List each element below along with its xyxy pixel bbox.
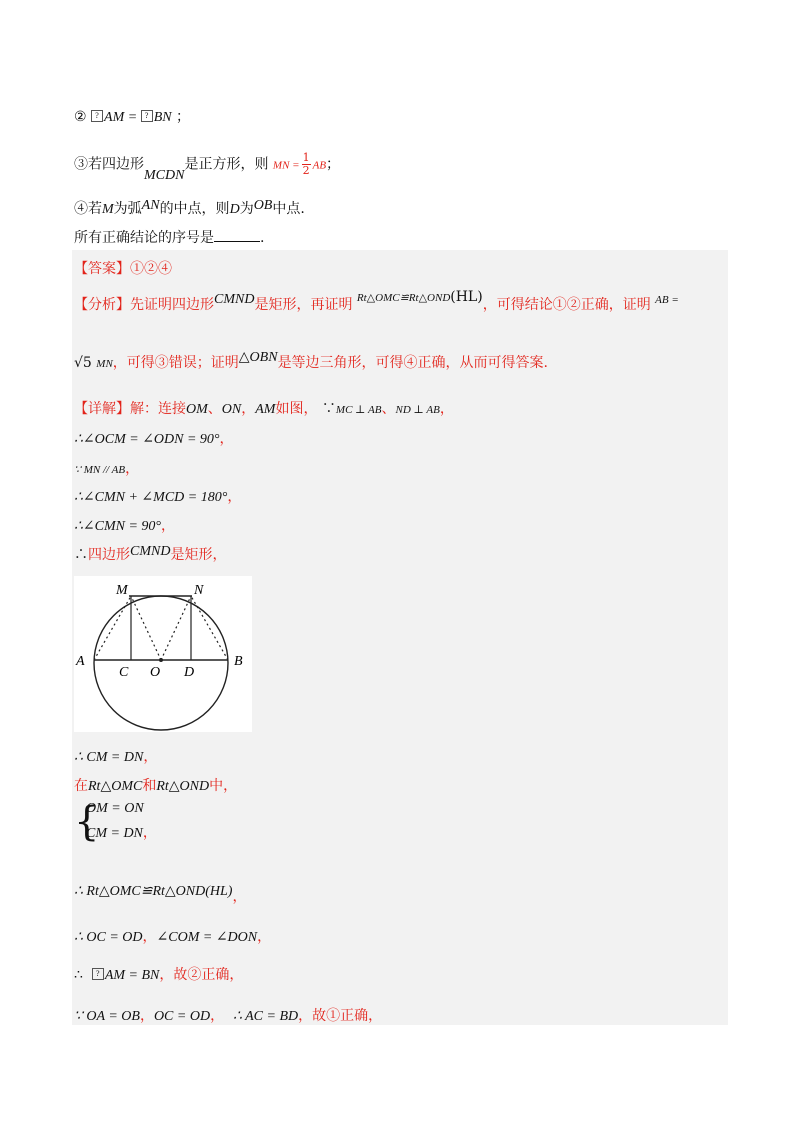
detail-step-7: 在Rt△OMC和Rt△OND中， — [74, 778, 238, 794]
detail-step-10: ∴ ? AM = BN，故②正确， — [74, 967, 244, 983]
label-m: M — [116, 583, 128, 598]
arc-equation: ? AM = BN — [92, 968, 160, 983]
detail-step-11: ∵ OA = OB，OC = OD， ∴ AC = BD，故①正确， — [74, 1008, 383, 1024]
detail-step-4: ∴∠CMN = 90°， — [74, 518, 176, 534]
detail-step-6: ∴ CM = DN， — [74, 749, 158, 765]
answer-blank — [214, 229, 260, 242]
label-o: O — [150, 665, 161, 680]
label-n: N — [194, 583, 204, 598]
label-d: D — [184, 665, 195, 680]
statement-3: ③若四边形MCDN是正方形，则 MN = $\frac{1}{2}$ AB； — [74, 151, 341, 183]
label-c: C — [119, 665, 129, 680]
statement-4: ④若M为弧AN的中点，则D为OB中点. — [74, 198, 305, 217]
missing-glyph-icon: ? — [91, 110, 103, 122]
arc-bn: ? BN — [141, 110, 172, 125]
circle-diagram — [74, 576, 252, 732]
detail-step-3: ∴∠CMN + ∠MCD = 180°， — [74, 489, 242, 505]
arc-am: ? AM — [91, 110, 124, 125]
geometry-figure — [74, 576, 252, 732]
question-prompt: 所有正确结论的序号是 . — [74, 230, 265, 246]
detail-step-2: ∵ MN // AB， — [74, 461, 140, 477]
statement-2: ② ? AM = ? BN ； — [74, 109, 191, 125]
detail-step-1: ∴∠OCM = ∠ODN = 90°， — [74, 431, 234, 447]
brace-icon: { — [74, 799, 100, 845]
label-b: B — [234, 654, 243, 669]
label-a: A — [76, 654, 85, 669]
center-point — [159, 658, 163, 662]
missing-glyph-icon: ? — [92, 968, 104, 980]
circle — [94, 596, 228, 730]
detail-line-1: 【详解】解：连接OM、ON，AM如图， ∵MC ⊥ AB、ND ⊥ AB， — [74, 401, 454, 417]
fraction-half: $\frac{1}{2}$ — [302, 151, 310, 177]
answer-line: 【答案】①②④ — [74, 261, 172, 277]
detail-step-9: ∴ OC = OD，∠COM = ∠DON， — [74, 929, 272, 945]
analysis-line-1: 【分析】先证明四边形CMND是矩形，再证明 $^{Rt\triangle OMC≌Rt\triangle OND}$(HL)，可得结论①②正确，证明 $^{AB =}$ — [74, 289, 679, 313]
detail-step-8: ∴ Rt△OMC≌Rt△OND(HL)， — [74, 884, 247, 905]
analysis-line-2: √5 MN，可得③错误；证明△OBN是等边三角形，可得④正确，从而可得答案. — [74, 350, 549, 371]
detail-step-5: ∴四边形CMND是矩形， — [74, 544, 227, 563]
segment-on — [161, 596, 191, 660]
missing-glyph-icon: ? — [141, 110, 153, 122]
segment-om — [131, 596, 161, 660]
